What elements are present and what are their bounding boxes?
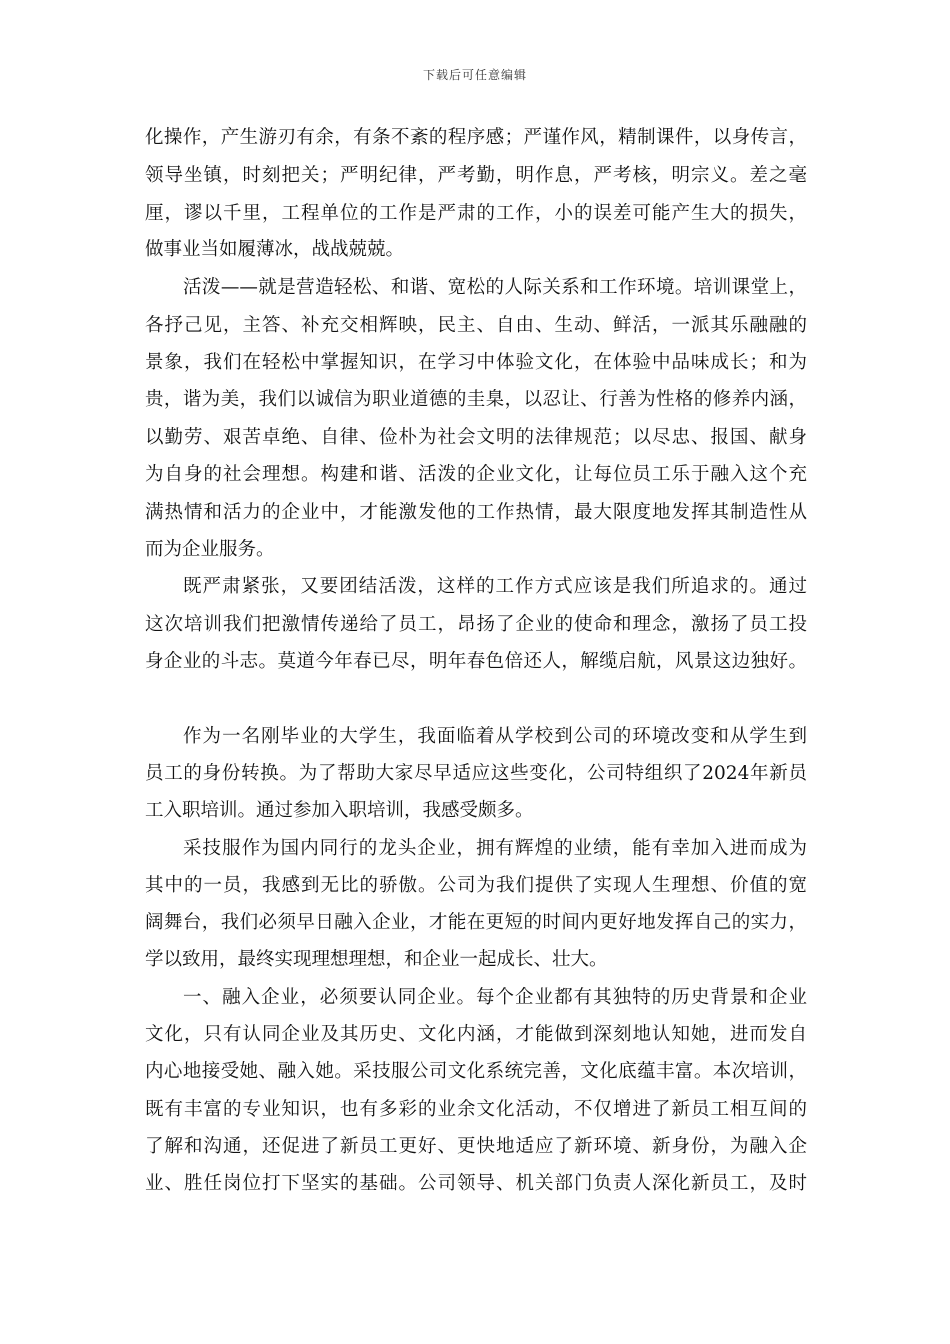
text-line: 景象，我们在轻松中掌握知识，在学习中体验文化，在体验中品味成长；和为	[145, 352, 807, 373]
text-line: 其中的一员，我感到无比的骄傲。公司为我们提供了实现人生理想、价值的宽	[145, 875, 807, 896]
text-line: 贵，谐为美，我们以诚信为职业道德的圭臬，以忍让、行善为性格的修养内涵，	[145, 389, 807, 410]
text-line: 内心地接受她、融入她。采技服公司文化系统完善，文化底蕴丰富。本次培训，	[145, 1061, 807, 1082]
text-line: 工入职培训。通过参加入职培训，我感受颇多。	[145, 800, 534, 821]
text-line: 身企业的斗志。莫道今年春已尽，明年春色倍还人，解缆启航，风景这边独好。	[145, 651, 807, 672]
text-line: 员工的身份转换。为了帮助大家尽早适应这些变化，公司特组织了2024年新员	[145, 763, 807, 784]
text-line: 活泼——就是营造轻松、和谐、宽松的人际关系和工作环境。培训课堂上，	[183, 277, 807, 298]
text-line: 一、融入企业，必须要认同企业。每个企业都有其独特的历史背景和企业	[183, 987, 807, 1008]
text-line: 各抒己见，主答、补充交相辉映，民主、自由、生动、鲜活，一派其乐融融的	[145, 315, 807, 336]
text-line: 既有丰富的专业知识，也有多彩的业余文化活动，不仅增进了新员工相互间的	[145, 1099, 807, 1120]
text-line: 厘，谬以千里，工程单位的工作是严肃的工作，小的误差可能产生大的损失，	[145, 203, 807, 224]
text-line: 为自身的社会理想。构建和谐、活泼的企业文化，让每位员工乐于融入这个充	[145, 464, 807, 485]
text-line: 做事业当如履薄冰，战战兢兢。	[145, 239, 405, 260]
text-line: 满热情和活力的企业中，才能激发他的工作热情，最大限度地发挥其制造性从	[145, 502, 807, 523]
text-line: 文化，只有认同企业及其历史、文化内涵，才能做到深刻地认知她，进而发自	[145, 1024, 807, 1045]
text-line: 学以致用，最终实现理想理想，和企业一起成长、壮大。	[145, 949, 608, 970]
text-line: 领导坐镇，时刻把关；严明纪律，严考勤，明作息，严考核，明宗义。差之毫	[145, 165, 807, 186]
text-line: 化操作，产生游刃有余，有条不紊的程序感；严谨作风，精制课件，以身传言，	[145, 127, 807, 148]
text-line: 以勤劳、艰苦卓绝、自律、俭朴为社会文明的法律规范；以尽忠、报国、献身	[145, 427, 807, 448]
text-line: 而为企业服务。	[145, 539, 275, 560]
text-line: 既严肃紧张，又要团结活泼，这样的工作方式应该是我们所追求的。通过	[183, 576, 807, 597]
header-note: 下载后可任意编辑	[422, 68, 527, 82]
text-line: 作为一名刚毕业的大学生，我面临着从学校到公司的环境改变和从学生到	[183, 726, 807, 747]
text-line: 这次培训我们把激情传递给了员工，昂扬了企业的使命和理念，激扬了员工投	[145, 614, 807, 635]
text-line: 阔舞台，我们必须早日融入企业，才能在更短的时间内更好地发挥自己的实力，	[145, 912, 807, 933]
text-line: 了解和沟通，还促进了新员工更好、更快地适应了新环境、新身份，为融入企	[145, 1136, 807, 1157]
text-line: 采技服作为国内同行的龙头企业，拥有辉煌的业绩，能有幸加入进而成为	[183, 838, 807, 859]
text-line: 业、胜任岗位打下坚实的基础。公司领导、机关部门负责人深化新员工，及时	[145, 1173, 807, 1194]
